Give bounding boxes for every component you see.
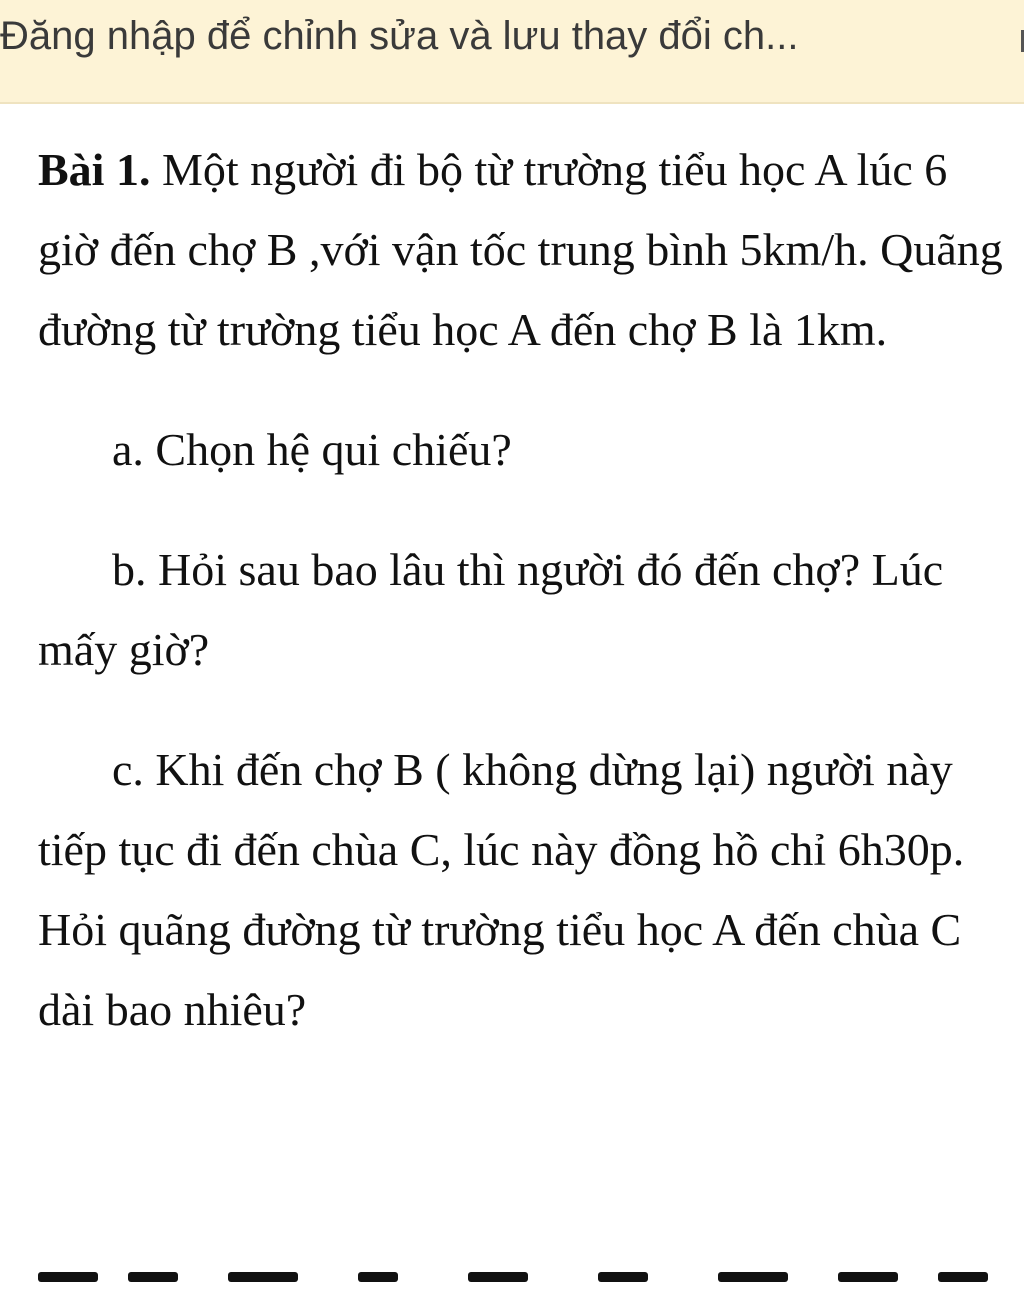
problem-document xyxy=(38,130,1008,1050)
problem-statement xyxy=(38,130,1008,370)
problem-label: Bài 1. xyxy=(38,144,151,195)
login-banner-text[interactable]: Đăng nhập để chỉnh sửa và lưu thay đổi ch... xyxy=(0,14,799,58)
question-a: a. Chọn hệ qui chiếu? xyxy=(112,424,512,475)
problem-statement-text: Một người đi bộ từ trường tiểu học A lúc 6 giờ đến chợ B ,với vận tốc trung bình 5km/h. Quãng đường từ trường tiểu học A đến chợ B là 1km. xyxy=(38,144,1003,355)
question-b: b. Hỏi sau bao lâu thì người đó đến chợ? Lúc mấy giờ? xyxy=(38,544,944,675)
next-problem-cutoff xyxy=(38,1262,1018,1292)
login-banner[interactable] xyxy=(0,0,1024,104)
question-c: c. Khi đến chợ B ( không dừng lại) người này tiếp tục đi đến chùa C, lúc này đồng hồ chỉ 6h30p. Hỏi quãng đường từ trường tiểu học A đến chùa C dài bao nhiêu? xyxy=(38,744,965,1035)
